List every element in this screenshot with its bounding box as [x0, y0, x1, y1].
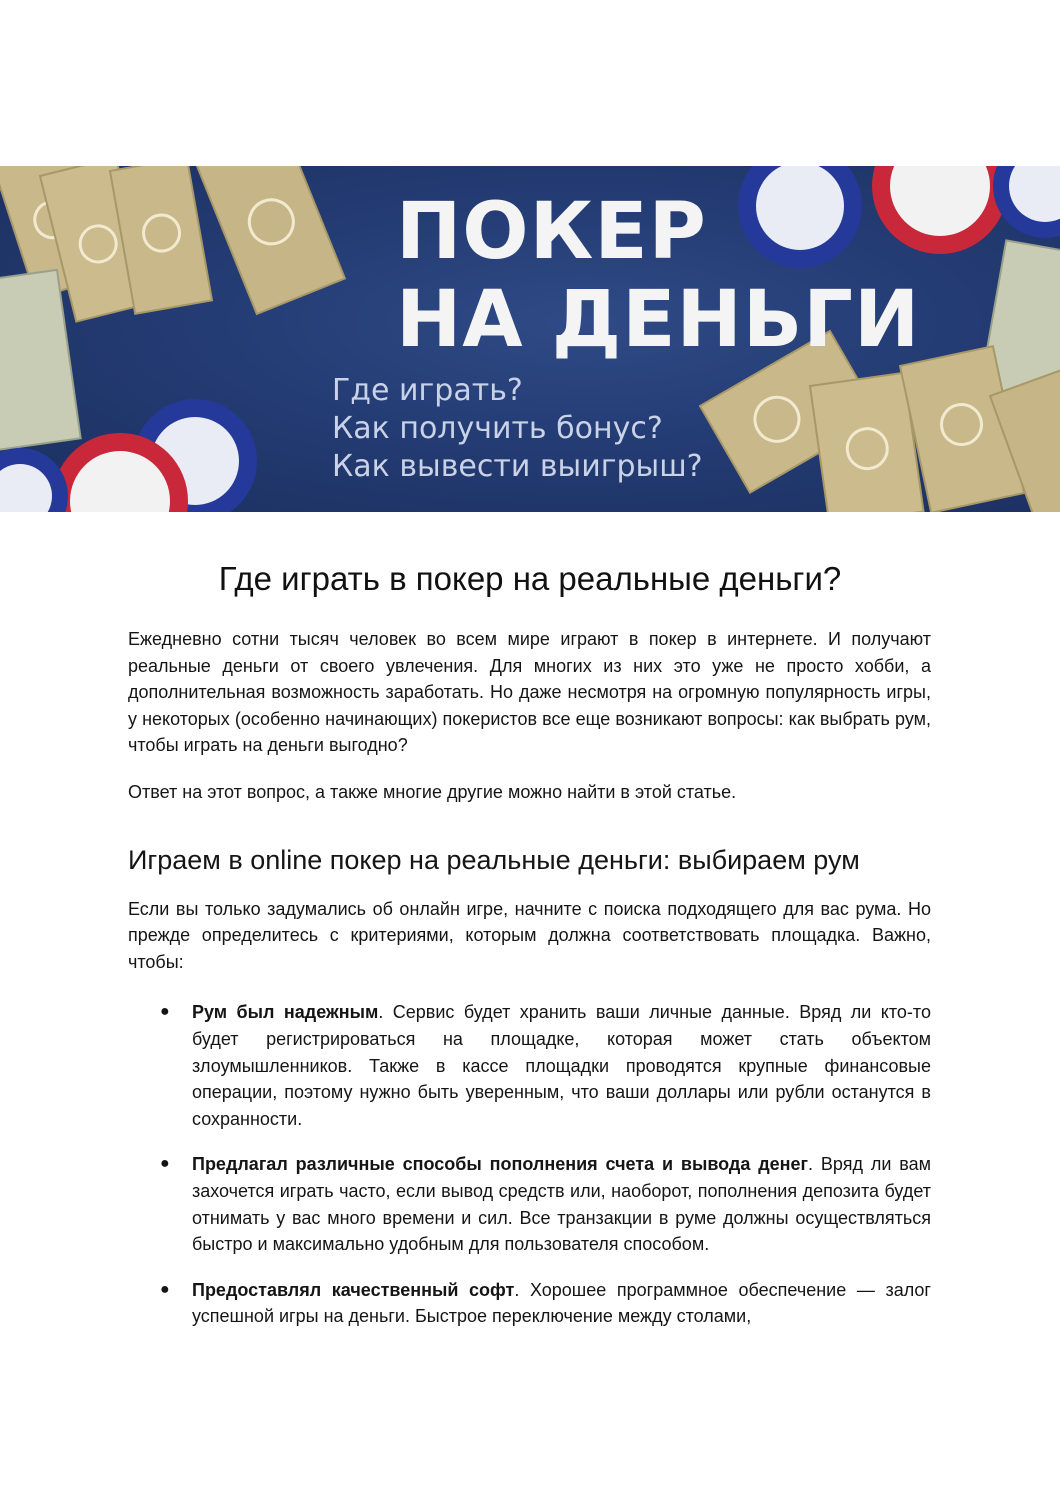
list-item	[160, 1151, 931, 1257]
answer-paragraph: Ответ на этот вопрос, а также многие другие можно найти в этой статье.	[128, 781, 737, 802]
list-item	[160, 999, 931, 1132]
criterion-title: Предлагал различные способы пополнения счета и вывода денег	[192, 1154, 809, 1175]
banknote-icon	[0, 270, 81, 451]
banner-questions	[332, 372, 703, 486]
article-body	[128, 626, 931, 1349]
banner-question: Как получить бонус?	[332, 411, 663, 446]
criteria-list	[128, 999, 931, 1330]
criterion-title: Предоставлял качественный софт	[192, 1279, 515, 1300]
section-intro-paragraph: Если вы только задумались об онлайн игре, начните с поиска подходящего для вас рума. Но прежде определитесь с критериями, которым должна соответствовать площадка. Важно, чтобы:	[128, 898, 931, 972]
hero-banner	[0, 166, 1060, 512]
banner-question: Как вывести выигрыш?	[332, 449, 703, 484]
article-title: Где играть в покер на реальные деньги?	[218, 560, 842, 597]
banner-title	[396, 188, 920, 364]
criterion-text: . Вряд ли вам захочется играть часто, если вывод средств или, наоборот, пополнения депозита будет отнимать у вас много времени и сил. Все транзакции в руме должны осуществляться быстро и максимально удобным для пользователя способом.	[192, 1154, 931, 1255]
intro-paragraph: Ежедневно сотни тысяч человек во всем мире играют в покер в интернете. И получают реальные деньги от своего увлечения. Для многих из них это уже не просто хобби, а дополнительная возможность заработать. Но даже несмотря на огромную популярность игры, у некоторых (особенно начинающих) покеристов все еще возникают вопросы: как выбрать рум, чтобы играть на деньги выгодно?	[128, 629, 931, 756]
criterion-title: Рум был надежным	[192, 1002, 379, 1023]
list-item	[160, 1277, 931, 1330]
criterion-text: . Хорошее программное обеспечение — залог успешной игры на деньги. Быстрое переключение между столами,	[192, 1279, 931, 1327]
section-title: Играем в online покер на реальные деньги: выбираем рум	[128, 844, 860, 875]
bullet-icon: ●	[160, 1003, 170, 1021]
bullet-icon: ●	[160, 1155, 170, 1173]
bullet-icon: ●	[160, 1280, 170, 1298]
banner-question: Где играть?	[332, 373, 523, 408]
banner-title-line1: ПОКЕР	[396, 187, 707, 277]
criterion-text: . Сервис будет хранить ваши личные данные. Вряд ли кто-то будет регистрироваться на площадке, которая может стать объектом злоумышленников. Также в кассе площадки проводятся крупные финансовые операции, поэтому нужно быть уверенным, что ваши доллары или рубли останутся в сохранности.	[192, 1002, 931, 1129]
banner-title-line2: НА ДЕНЬГИ	[396, 275, 921, 365]
ticket-icon	[195, 166, 345, 314]
